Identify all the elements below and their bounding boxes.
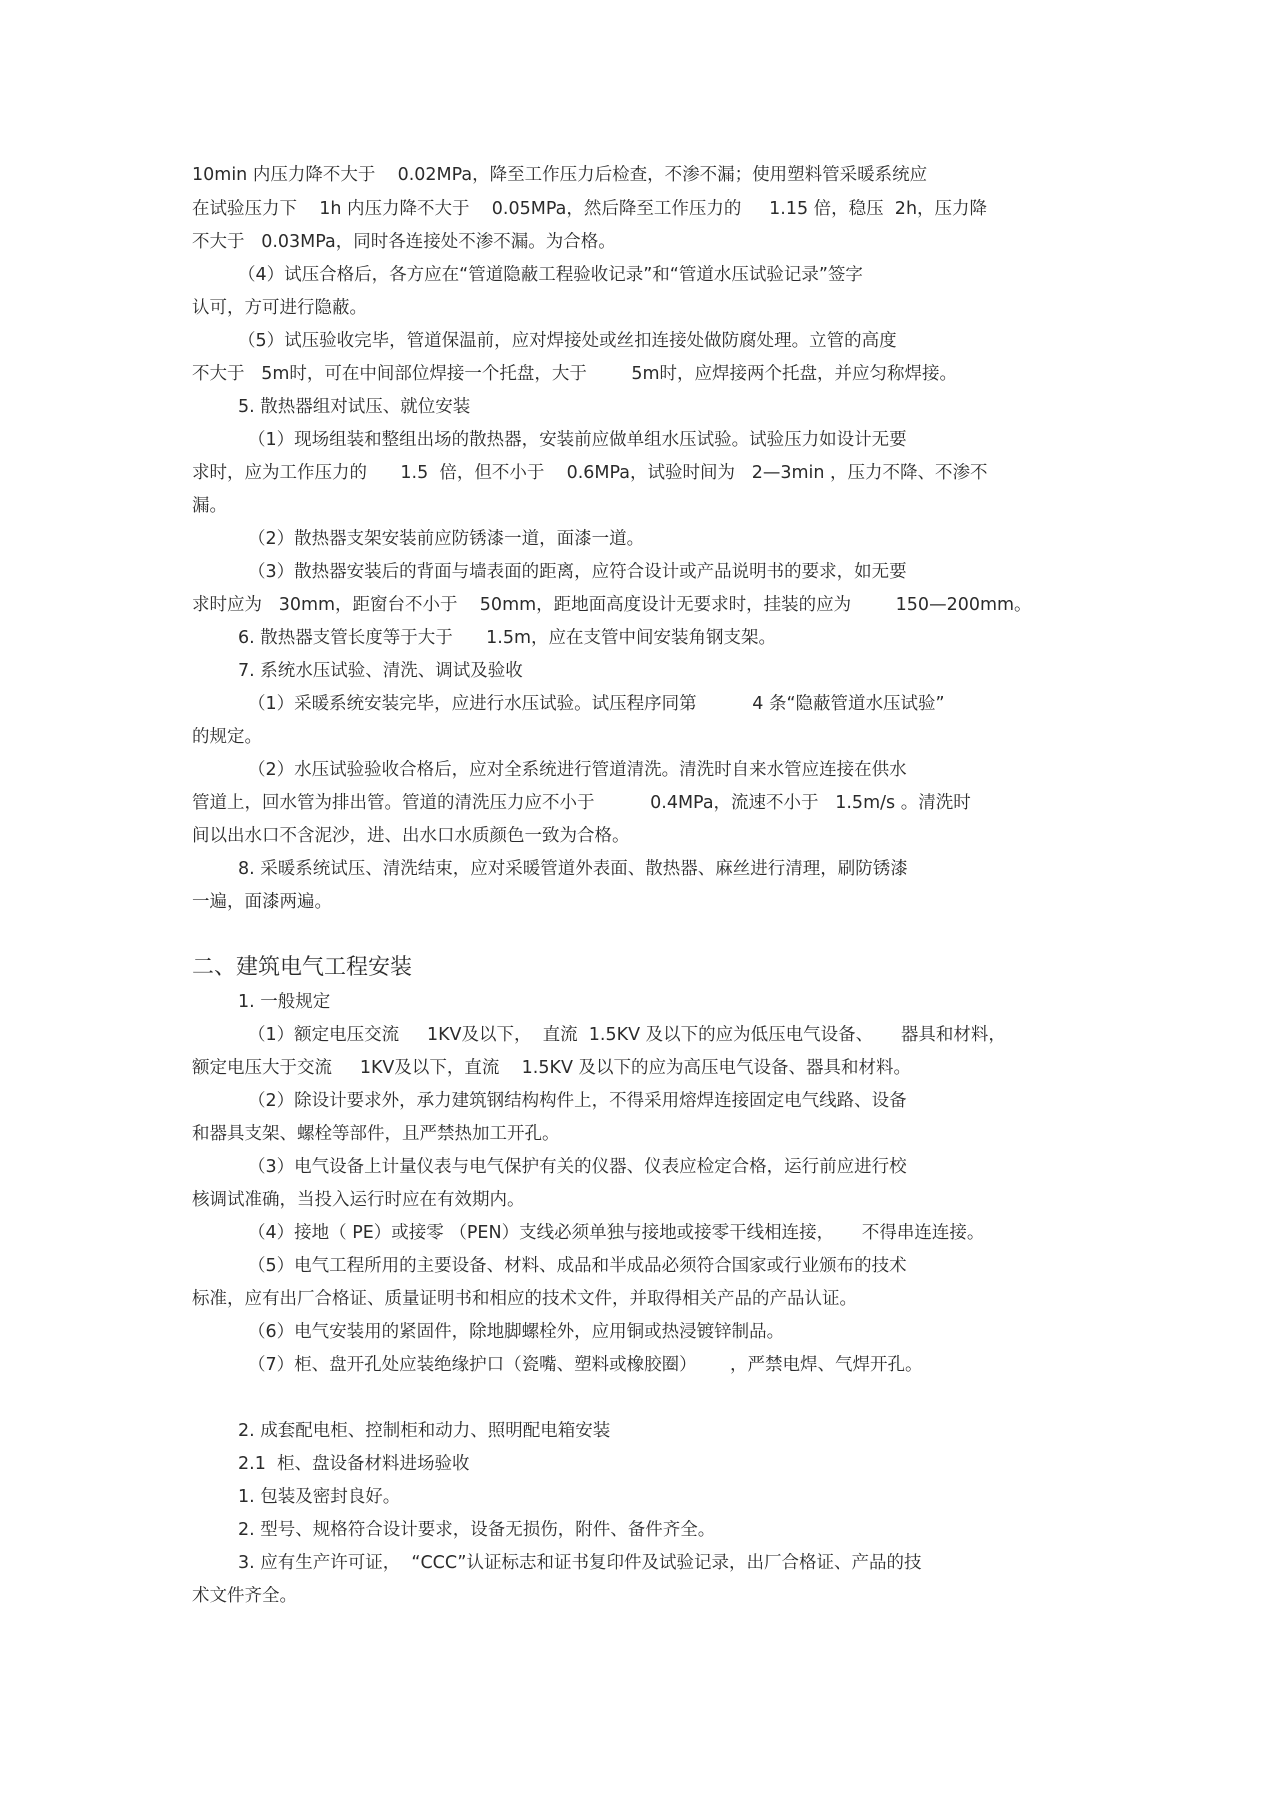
text-line: 和器具支架、螺栓等部件，且严禁热加工开孔。	[192, 1124, 560, 1144]
text-line: 在试验压力下 1h 内压力降不大于 0.05MPa，然后降至工作压力的 1.15 倍，稳压 2h，压力降	[192, 199, 988, 219]
list-item: 3. 应有生产许可证， “CCC”认证标志和证书复印件及试验记录，出厂合格证、产品的技	[238, 1553, 922, 1573]
text-line: 求时，应为工作压力的 1.5 倍，但不小于 0.6MPa，试验时间为 2—3min ，压力不降、不渗不	[192, 463, 988, 483]
text-line: 不大于 5m时，可在中间部位焊接一个托盘，大于 5m时，应焊接两个托盘，并应匀称焊接。	[192, 364, 958, 384]
text-line: （1）采暖系统安装完毕，应进行水压试验。试压程序同第 4 条“隐蔽管道水压试验”	[248, 694, 945, 714]
text-line: （5）试压验收完毕，管道保温前，应对焊接处或丝扣连接处做防腐处理。立管的高度	[238, 331, 897, 351]
section-heading: 2. 成套配电柜、控制柜和动力、照明配电箱安装	[238, 1421, 611, 1441]
text-line: 求时应为 30mm，距窗台不小于 50mm，距地面高度设计无要求时，挂装的应为 150—200mm。	[192, 595, 1032, 615]
text-line: 标准，应有出厂合格证、质量证明书和相应的技术文件，并取得相关产品的产品认证。	[192, 1289, 857, 1309]
text-line: 漏。	[192, 496, 227, 516]
text-line: （6）电气安装用的紧固件，除地脚螺栓外，应用铜或热浸镀锌制品。	[248, 1322, 785, 1342]
text-line: （2）水压试验验收合格后，应对全系统进行管道清洗。清洗时自来水管应连接在供水	[248, 760, 907, 780]
chapter-heading: 二、建筑电气工程安装	[192, 955, 413, 980]
text-line: （5）电气工程所用的主要设备、材料、成品和半成品必须符合国家或行业颁布的技术	[248, 1256, 907, 1276]
section-heading: 5. 散热器组对试压、就位安装	[238, 397, 471, 417]
text-line: 的规定。	[192, 727, 262, 747]
text-line: 8. 采暖系统试压、清洗结束，应对采暖管道外表面、散热器、麻丝进行清理，刷防锈漆	[238, 859, 908, 879]
text-line: 间以出水口不含泥沙，进、出水口水质颜色一致为合格。	[192, 826, 630, 846]
text-line: （3）散热器安装后的背面与墙表面的距离，应符合设计或产品说明书的要求，如无要	[248, 562, 907, 582]
text-line: （4）试压合格后，各方应在“管道隐蔽工程验收记录”和“管道水压试验记录”签字	[238, 265, 863, 285]
text-line: （2）除设计要求外，承力建筑钢结构构件上，不得采用熔焊连接固定电气线路、设备	[248, 1091, 907, 1111]
text-line: 一遍，面漆两遍。	[192, 892, 332, 912]
section-heading: 7. 系统水压试验、清洗、调试及验收	[238, 661, 523, 681]
text-line: （7）柜、盘开孔处应装绝缘护口（瓷嘴、塑料或橡胶圈） ，严禁电焊、气焊开孔。	[248, 1355, 923, 1375]
text-line: （3）电气设备上计量仪表与电气保护有关的仪器、仪表应检定合格，运行前应进行校	[248, 1157, 907, 1177]
text-line: （4）接地（ PE）或接零 （PEN）支线必须单独与接地或接零干线相连接， 不得串连连接。	[248, 1223, 985, 1243]
text-line: 术文件齐全。	[192, 1586, 297, 1606]
text-line: 管道上，回水管为排出管。管道的清洗压力应不小于 0.4MPa，流速不小于 1.5m/s 。清洗时	[192, 793, 971, 813]
text-line: 不大于 0.03MPa，同时各连接处不渗不漏。为合格。	[192, 232, 616, 252]
subsection-heading: 2.1 柜、盘设备材料进场验收	[238, 1454, 470, 1474]
text-line: 核调试准确，当投入运行时应在有效期内。	[192, 1190, 525, 1210]
text-line: 10min 内压力降不大于 0.02MPa，降至工作压力后检查，不渗不漏；使用塑料管采暖系统应	[192, 165, 928, 185]
text-line: 额定电压大于交流 1KV及以下，直流 1.5KV 及以下的应为高压电气设备、器具和材料。	[192, 1058, 911, 1078]
text-line: 认可，方可进行隐蔽。	[192, 298, 367, 318]
list-item: 2. 型号、规格符合设计要求，设备无损伤，附件、备件齐全。	[238, 1520, 716, 1540]
list-item: 1. 包装及密封良好。	[238, 1487, 401, 1507]
text-line: （1）额定电压交流 1KV及以下， 直流 1.5KV 及以下的应为低压电气设备、 器具和材料，	[248, 1025, 1006, 1045]
text-line: 6. 散热器支管长度等于大于 1.5m，应在支管中间安装角钢支架。	[238, 628, 777, 648]
text-line: （1）现场组装和整组出场的散热器，安装前应做单组水压试验。试验压力如设计无要	[248, 430, 907, 450]
section-heading: 1. 一般规定	[238, 992, 331, 1012]
text-line: （2）散热器支架安装前应防锈漆一道，面漆一道。	[248, 529, 645, 549]
